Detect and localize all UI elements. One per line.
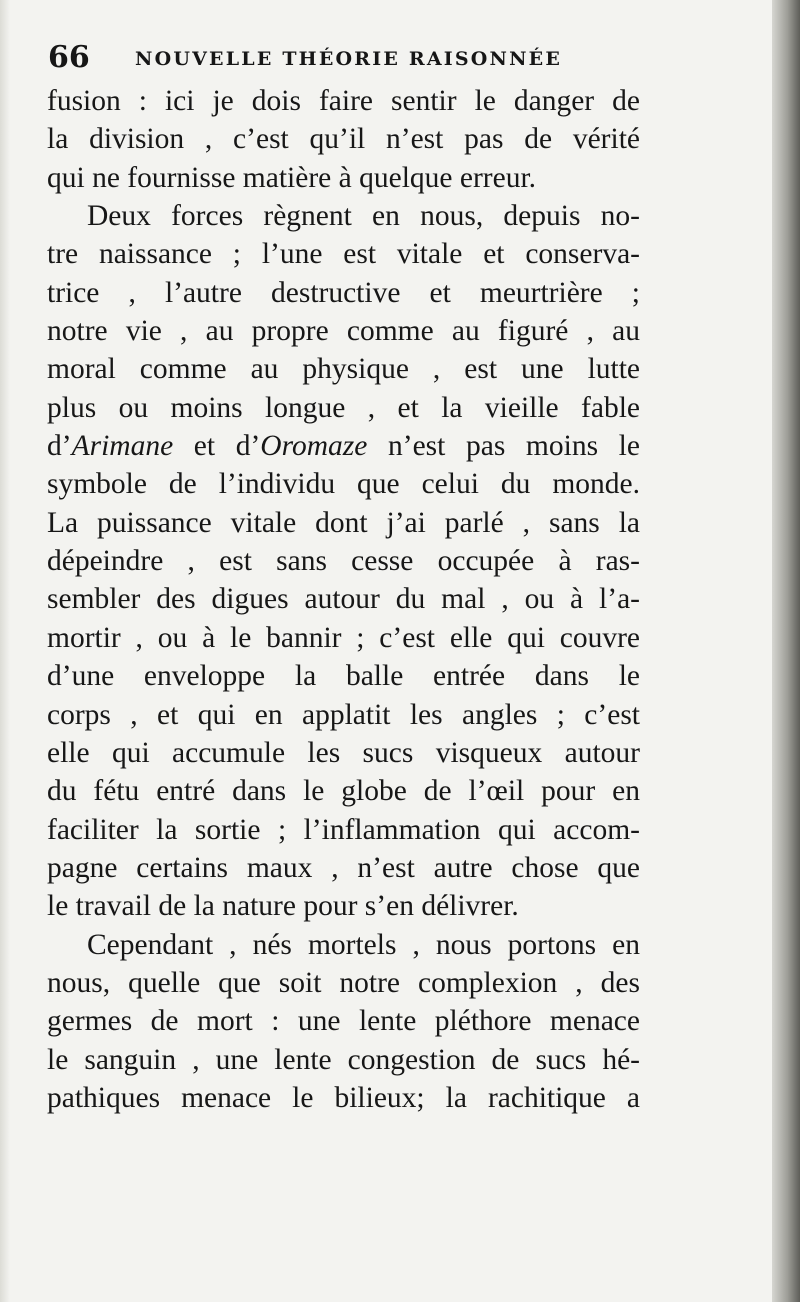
text-run: n’est pas moins le xyxy=(367,430,640,463)
text-line xyxy=(47,427,640,465)
text-run: notre vie , au propre comme au figuré , au xyxy=(47,315,640,348)
italic-name: Arimane xyxy=(71,430,174,463)
text-run: le travail de la nature pour s’en délivrer. xyxy=(47,890,519,923)
text-run: pagne certains maux , n’est autre chose que xyxy=(47,851,640,884)
text-run: nous, quelle que soit notre complexion , des xyxy=(47,966,640,999)
text-line xyxy=(47,926,640,964)
text-run: tre naissance ; l’une est vitale et conserva- xyxy=(47,238,640,271)
text-line xyxy=(47,389,640,427)
page-edge-shadow xyxy=(772,0,800,1302)
text-line xyxy=(47,542,640,580)
text-run: pathiques menace le bilieux; la rachitique a xyxy=(47,1081,640,1114)
text-run: d’ xyxy=(47,430,72,463)
text-run: corps , et qui en applatit les angles ; c’est xyxy=(47,698,640,731)
text-line xyxy=(47,82,640,120)
text-line xyxy=(47,120,640,158)
text-line xyxy=(47,312,640,350)
text-run: moral comme au physique , est une lutte xyxy=(47,353,640,386)
text-line xyxy=(47,696,640,734)
text-run: le sanguin , une lente congestion de sucs hé- xyxy=(47,1043,640,1076)
page-number: 66 xyxy=(48,40,90,75)
text-line xyxy=(47,811,640,849)
italic-name: Oromaze xyxy=(260,430,368,463)
text-run: Deux forces règnent en nous, depuis no- xyxy=(87,200,640,233)
text-line xyxy=(47,849,640,887)
text-run: Cependant , nés mortels , nous portons en xyxy=(87,928,640,961)
text-line xyxy=(47,1041,640,1079)
text-run: symbole de l’individu que celui du monde. xyxy=(47,468,640,501)
running-title: NOUVELLE THÉORIE RAISONNÉE xyxy=(135,48,563,70)
text-line xyxy=(47,887,640,925)
text-run: faciliter la sortie ; l’inflammation qui accom- xyxy=(47,813,640,846)
text-line xyxy=(47,197,640,235)
text-run: qui ne fournisse matière à quelque erreur. xyxy=(47,161,537,194)
text-run: plus ou moins longue , et la vieille fable xyxy=(47,391,640,424)
text-line xyxy=(47,350,640,388)
text-line xyxy=(47,734,640,772)
text-line xyxy=(47,504,640,542)
text-line xyxy=(47,465,640,503)
text-run: la division , c’est qu’il n’est pas de vérité xyxy=(47,123,640,156)
text-run: du fétu entré dans le globe de l’œil pour en xyxy=(47,775,640,808)
text-line xyxy=(47,657,640,695)
text-line xyxy=(47,1079,640,1117)
text-run: sembler des digues autour du mal , ou à l’a- xyxy=(47,583,640,616)
text-line xyxy=(47,619,640,657)
text-run: mortir , ou à le bannir ; c’est elle qui couvre xyxy=(47,621,640,654)
text-line xyxy=(47,274,640,312)
text-run: elle qui accumule les sucs visqueux autour xyxy=(47,736,640,769)
page-gutter-shadow xyxy=(0,0,10,1302)
text-line xyxy=(47,772,640,810)
text-run: fusion : ici je dois faire sentir le danger de xyxy=(47,85,640,117)
text-line xyxy=(47,1002,640,1040)
text-run: d’une enveloppe la balle entrée dans le xyxy=(47,660,640,693)
text-run: germes de mort : une lente pléthore menace xyxy=(47,1005,640,1038)
body-text xyxy=(47,82,640,1117)
text-line xyxy=(47,964,640,1002)
text-run: trice , l’autre destructive et meurtrière ; xyxy=(47,276,640,309)
text-line xyxy=(47,235,640,273)
text-run: et d’ xyxy=(173,430,261,463)
text-line xyxy=(47,580,640,618)
page-header xyxy=(48,38,588,78)
text-run: La puissance vitale dont j’ai parlé , sans la xyxy=(47,506,640,539)
text-run: dépeindre , est sans cesse occupée à ras- xyxy=(47,545,640,578)
text-line xyxy=(47,159,640,197)
